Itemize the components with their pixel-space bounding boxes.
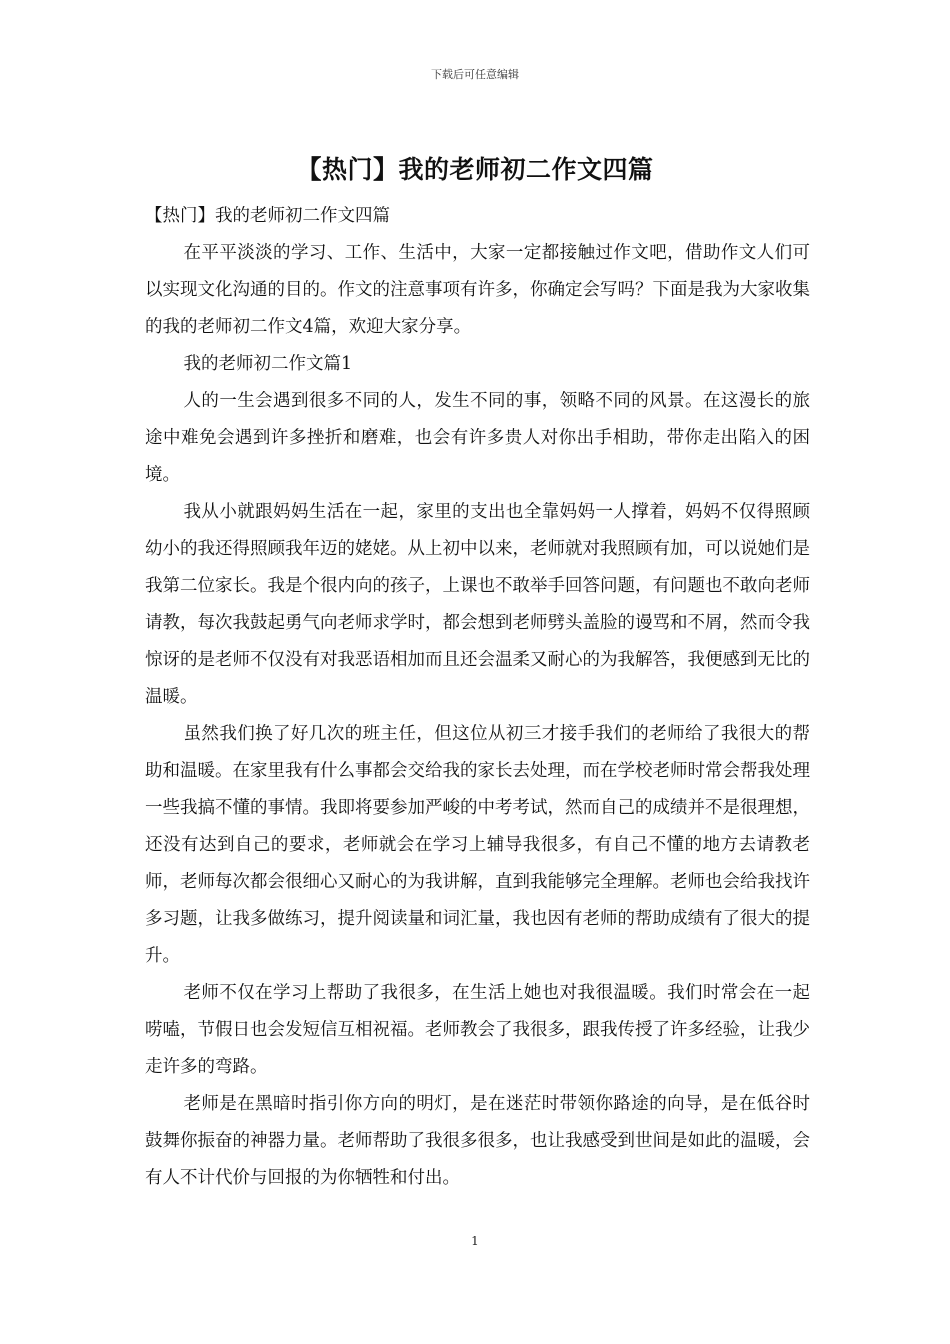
document-body [145, 198, 810, 1197]
intro-paragraph: 在平平淡淡的学习、工作、生活中，大家一定都接触过作文吧，借助作文人们可以实现文化沟通的目的。作文的注意事项有许多，你确定会写吗？下面是我为大家收集的我的老师初二作文4篇，欢迎大家分享。 [145, 243, 810, 337]
body-paragraph: 老师不仅在学习上帮助了我很多，在生活上她也对我很温暖。我们时常会在一起唠嗑，节假日也会发短信互相祝福。老师教会了我很多，跟我传授了许多经验，让我少走许多的弯路。 [145, 983, 810, 1077]
page-number: 1 [471, 1234, 479, 1248]
subtitle-paragraph: 【热门】我的老师初二作文四篇 [145, 206, 390, 226]
body-paragraph: 虽然我们换了好几次的班主任，但这位从初三才接手我们的老师给了我很大的帮助和温暖。在家里我有什么事都会交给我的家长去处理，而在学校老师时常会帮我处理一些我搞不懂的事情。我即将要参加严峻的中考考试，然而自己的成绩并不是很理想，还没有达到自己的要求，老师就会在学习上辅导我很多，有自己不懂的地方去请教老师，老师每次都会很细心又耐心的为我讲解，直到我能够完全理解。老师也会给我找许多习题，让我多做练习，提升阅读量和词汇量，我也因有老师的帮助成绩有了很大的提升。 [145, 724, 810, 966]
document-title: 【热门】我的老师初二作文四篇 [296, 155, 654, 184]
body-paragraph: 我从小就跟妈妈生活在一起，家里的支出也全靠妈妈一人撑着，妈妈不仅得照顾幼小的我还得照顾我年迈的姥姥。从上初中以来，老师就对我照顾有加，可以说她们是我第二位家长。我是个很内向的孩子，上课也不敢举手回答问题，有问题也不敢向老师请教，每次我鼓起勇气向老师求学时，都会想到老师劈头盖脸的谩骂和不屑，然而令我惊讶的是老师不仅没有对我恶语相加而且还会温柔又耐心的为我解答，我便感到无比的温暖。 [145, 502, 810, 707]
page-header: 下载后可任意编辑 [431, 68, 519, 81]
body-paragraph: 老师是在黑暗时指引你方向的明灯，是在迷茫时带领你路途的向导，是在低谷时鼓舞你振奋的神器力量。老师帮助了我很多很多，也让我感受到世间是如此的温暖，会有人不计代价与回报的为你牺牲和付出。 [145, 1094, 810, 1188]
body-paragraph: 人的一生会遇到很多不同的人，发生不同的事，领略不同的风景。在这漫长的旅途中难免会遇到许多挫折和磨难，也会有许多贵人对你出手相助，带你走出陷入的困境。 [145, 391, 810, 485]
section-heading: 我的老师初二作文篇1 [183, 354, 353, 374]
